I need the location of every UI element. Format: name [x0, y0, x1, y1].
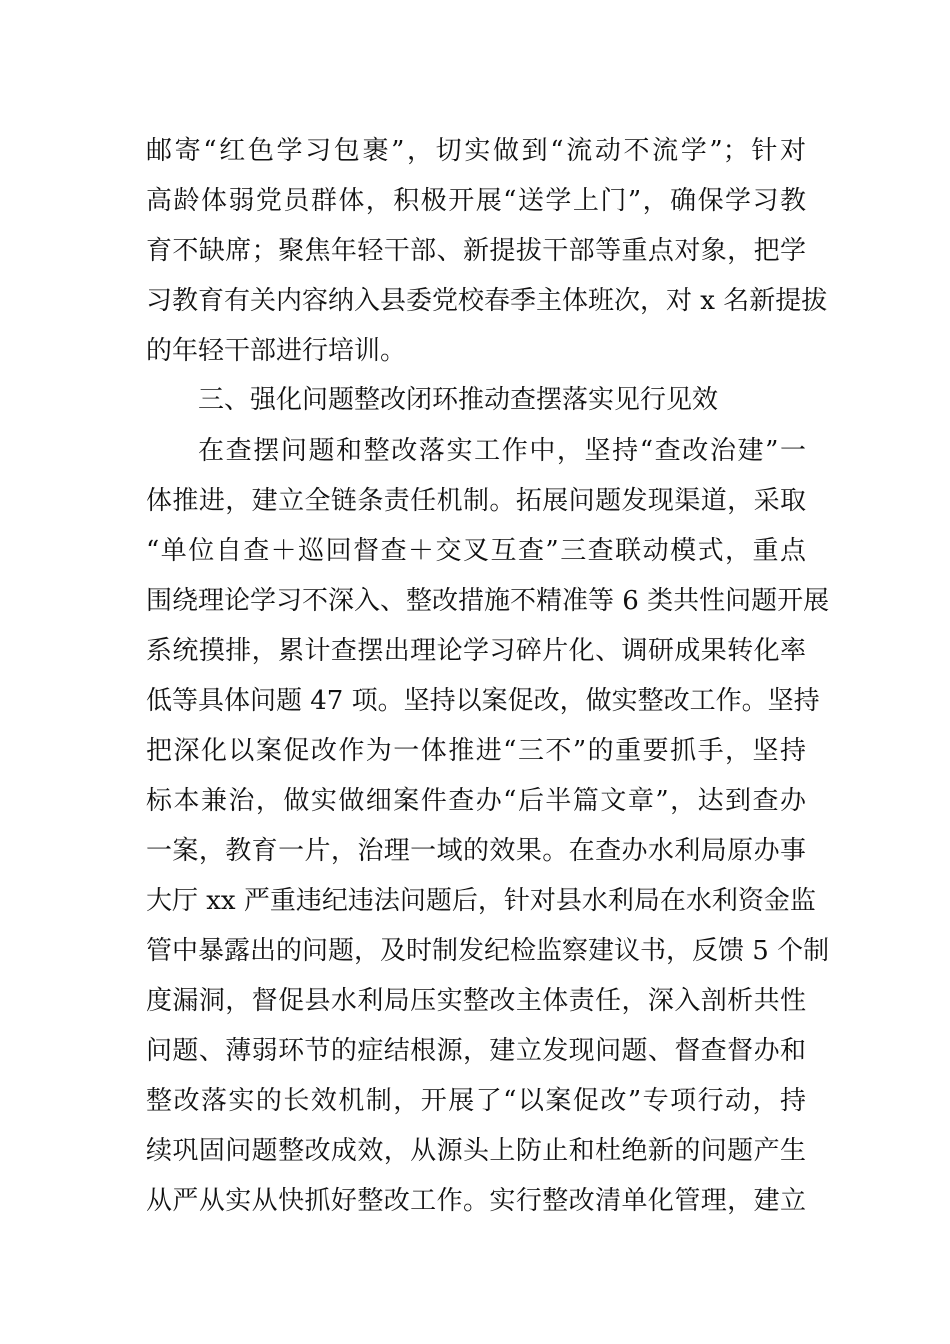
body-text-line: 从严从实从快抓好整改工作。实行整改清单化管理，建立 — [146, 1186, 806, 1216]
body-text-line: 在查摆问题和整改落实工作中，坚持“查改治建”一 — [198, 436, 806, 466]
body-text-line: 把深化以案促改作为一体推进“三不”的重要抓手，坚持 — [146, 736, 806, 766]
body-text-line: 大厅 xx 严重违纪违法问题后，针对县水利局在水利资金监 — [146, 886, 816, 916]
body-text-line: 围绕理论学习不深入、整改措施不精准等 6 类共性问题开展 — [146, 586, 830, 616]
body-text-line: 系统摸排，累计查摆出理论学习碎片化、调研成果转化率 — [146, 636, 806, 666]
body-text-line: 习教育有关内容纳入县委党校春季主体班次，对 x 名新提拔 — [146, 286, 828, 316]
body-text-line: 续巩固问题整改成效，从源头上防止和杜绝新的问题产生 — [146, 1136, 806, 1166]
section-heading: 三、强化问题整改闭环推动查摆落实见行见效 — [198, 385, 719, 415]
body-text-line: 高龄体弱党员群体，积极开展“送学上门”，确保学习教 — [146, 186, 806, 216]
body-text-line: 度漏洞，督促县水利局压实整改主体责任，深入剖析共性 — [146, 986, 806, 1016]
body-text-line: 邮寄“红色学习包裹”，切实做到“流动不流学”；针对 — [146, 136, 806, 166]
body-text-line: 体推进，建立全链条责任机制。拓展问题发现渠道，采取 — [146, 486, 806, 516]
body-text-line: 一案，教育一片，治理一域的效果。在查办水利局原办事 — [146, 836, 806, 866]
body-text-line: 育不缺席；聚焦年轻干部、新提拔干部等重点对象，把学 — [146, 236, 806, 266]
body-text-line: 问题、薄弱环节的症结根源，建立发现问题、督查督办和 — [146, 1036, 806, 1066]
body-text-line: 管中暴露出的问题，及时制发纪检监察建议书，反馈 5 个制 — [146, 936, 830, 966]
body-text-line: 标本兼治，做实做细案件查办“后半篇文章”，达到查办 — [146, 786, 806, 816]
body-text-line: “单位自查＋巡回督查＋交叉互查”三查联动模式，重点 — [146, 536, 806, 566]
body-text-line: 整改落实的长效机制，开展了“以案促改”专项行动，持 — [146, 1086, 806, 1116]
body-text-line: 低等具体问题 47 项。坚持以案促改，做实整改工作。坚持 — [146, 686, 820, 716]
body-text-line: 的年轻干部进行培训。 — [146, 336, 407, 366]
